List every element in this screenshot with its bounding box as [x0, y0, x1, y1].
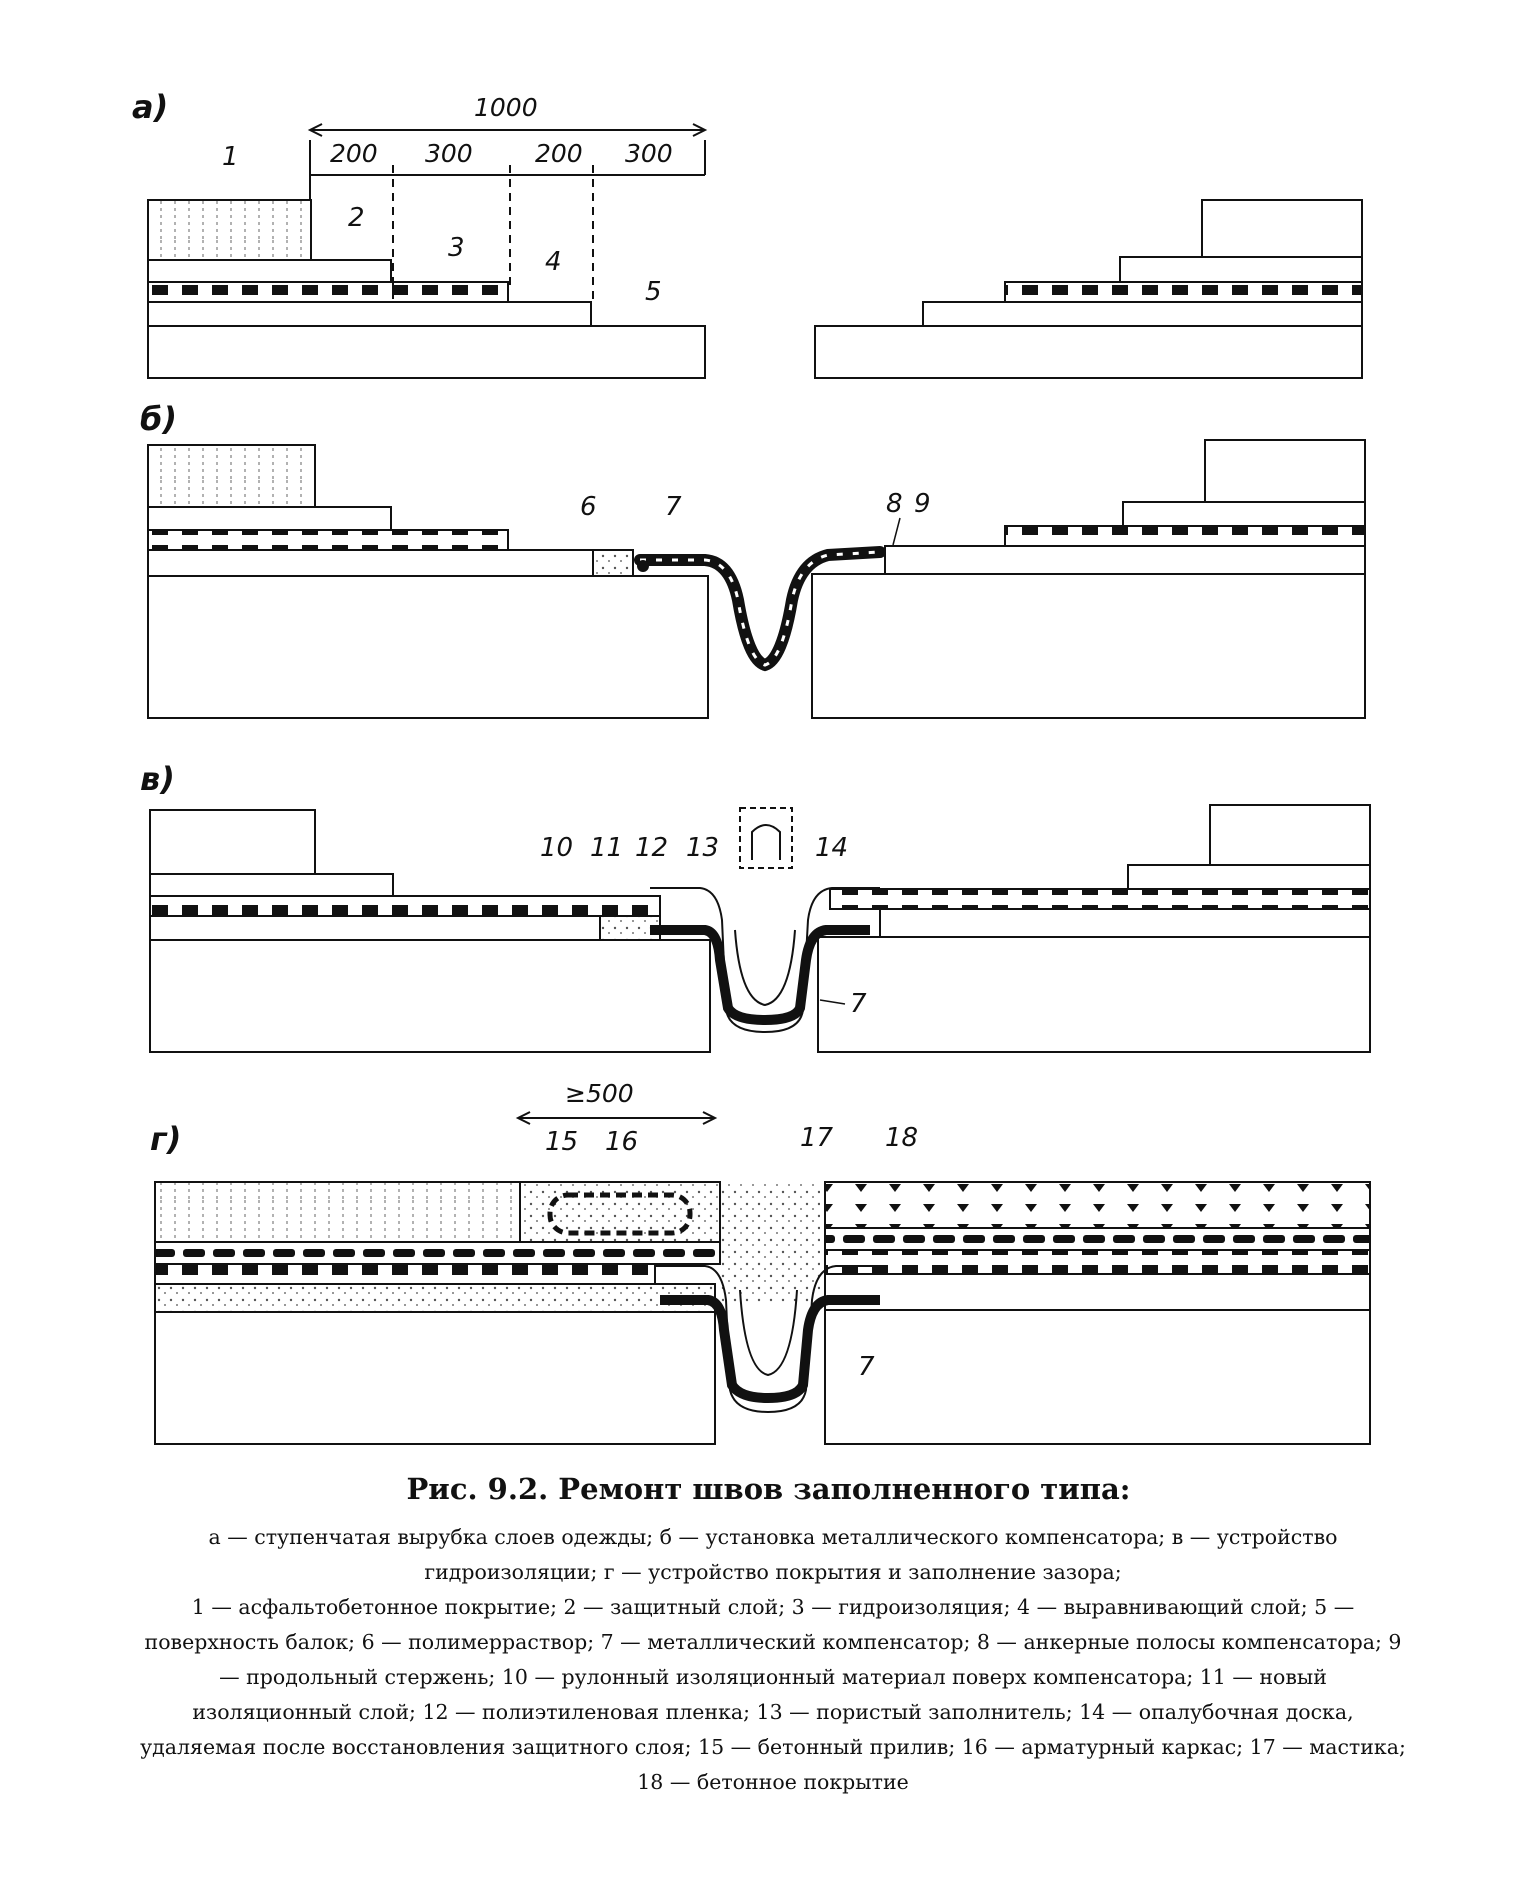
dim-seg2: 300 — [425, 139, 473, 168]
leveling-right-b — [885, 546, 1365, 574]
label-7-g: 7 — [858, 1352, 875, 1382]
beam-right-v — [818, 937, 1370, 1052]
dim-seg1: 200 — [330, 139, 378, 168]
waterproofing-layer-right — [1005, 282, 1362, 302]
dim-seg3: 200 — [535, 139, 583, 168]
asphalt-layer-v — [150, 810, 315, 874]
leveling-b — [148, 550, 593, 576]
protective-right-g — [825, 1228, 1370, 1250]
panel-v-label: в) — [140, 760, 175, 798]
leveling-layer-right — [923, 302, 1362, 326]
protective-layer-g — [155, 1242, 720, 1264]
panel-v — [140, 760, 1370, 1052]
polymer-mortar — [593, 550, 633, 576]
min-width-dimension — [518, 1112, 715, 1124]
label-11: 11 — [590, 833, 624, 863]
beam-left — [148, 326, 705, 378]
waterproofing-right-g — [825, 1250, 1370, 1274]
label-6: 6 — [580, 492, 597, 522]
asphalt-layer — [148, 200, 311, 260]
legend-line-2: 1 — асфальтобетонное покрытие; 2 — защитный слой; 3 — гидроизоляция; 4 — выравнивающий слой; 5 — поверхность балок; 6 — полимерраствор; 7 — металлический компенсатор; 8 — анкерные полосы компенсатора; 9 — продольный стержень; 10 — рулонный изоляционный материал поверх компенсатора; 11 — новый изоляционный слой; 12 — полиэтиленовая пленка; 13 — пористый заполнитель; 14 — опалубочная доска, удаляемая после восстановления защитного слоя; 15 — бетонный прилив; 16 — арматурный каркас; 17 — мастика; 18 — бетонное покрытие — [140, 1595, 1406, 1794]
protective-layer-right — [1120, 257, 1362, 282]
panel-a-label: а) — [132, 88, 169, 126]
anchor-bar — [637, 560, 649, 572]
label-10: 10 — [540, 833, 574, 863]
waterproofing-right-b — [1005, 526, 1365, 546]
waterproofing-b — [148, 530, 508, 550]
formwork-board — [740, 808, 792, 868]
leveling-g — [155, 1284, 715, 1312]
asphalt-right-b — [1205, 440, 1365, 502]
panel-b-label: б) — [140, 400, 177, 438]
label-1: 1 — [222, 142, 239, 172]
pore-filler-g — [740, 1290, 797, 1375]
protective-layer-v — [150, 874, 393, 896]
mastic — [720, 1182, 820, 1302]
leveling-v — [150, 916, 600, 940]
label-8: 8 — [886, 489, 903, 519]
waterproofing-layer — [148, 282, 508, 302]
beam-right-g — [825, 1310, 1370, 1444]
label-4: 4 — [545, 247, 562, 277]
panel-g-label: г) — [150, 1120, 182, 1158]
label-15: 15 — [545, 1127, 579, 1157]
dim-seg4: 300 — [625, 139, 673, 168]
panel-a — [132, 88, 1362, 378]
figure-caption: Рис. 9.2. Ремонт швов заполненного типа: — [406, 1472, 1131, 1506]
label-7: 7 — [665, 492, 682, 522]
label-9: 9 — [914, 489, 931, 519]
panel-b — [140, 400, 1365, 718]
panel-g — [150, 1079, 1370, 1444]
protective-layer-b — [148, 507, 391, 530]
leveling-right-g — [825, 1274, 1370, 1310]
dim-total: 1000 — [474, 93, 538, 122]
waterproofing-v — [150, 896, 660, 916]
asphalt-layer-right — [1202, 200, 1362, 257]
beam-right — [815, 326, 1362, 378]
label-18: 18 — [885, 1123, 919, 1153]
beam-right-b — [812, 574, 1365, 718]
beam-left-b — [148, 576, 708, 718]
polyethylene-film — [735, 930, 795, 1005]
beam-left-g — [155, 1312, 715, 1444]
label-5: 5 — [645, 277, 662, 307]
dim-min-width: ≥500 — [565, 1079, 634, 1108]
label-16: 16 — [605, 1127, 639, 1157]
asphalt-layer-b — [148, 445, 315, 507]
label-2: 2 — [348, 203, 365, 233]
waterproofing-right-v — [830, 889, 1370, 909]
figure-legend — [138, 1520, 1408, 1800]
protective-right-v — [1128, 865, 1370, 889]
concrete-pavement — [825, 1182, 1370, 1228]
label-13: 13 — [686, 833, 720, 863]
asphalt-right-v — [1210, 805, 1370, 865]
beam-left-v — [150, 940, 710, 1052]
label-17: 17 — [800, 1123, 834, 1153]
leveling-right-v — [880, 909, 1370, 937]
label-3: 3 — [448, 233, 465, 263]
protective-right-b — [1123, 502, 1365, 526]
leveling-layer — [148, 302, 591, 326]
asphalt-layer-g — [155, 1182, 520, 1242]
legend-line-1: а — ступенчатая вырубка слоев одежды; б — установка металлического компенсатора; в — устройство гидроизоляции; г — устройство покрытия и заполнение зазора; — [208, 1525, 1338, 1584]
protective-layer — [148, 260, 391, 282]
label-7-v: 7 — [850, 989, 867, 1019]
waterproofing-g — [155, 1264, 655, 1284]
label-14: 14 — [815, 833, 849, 863]
label-12: 12 — [635, 833, 669, 863]
